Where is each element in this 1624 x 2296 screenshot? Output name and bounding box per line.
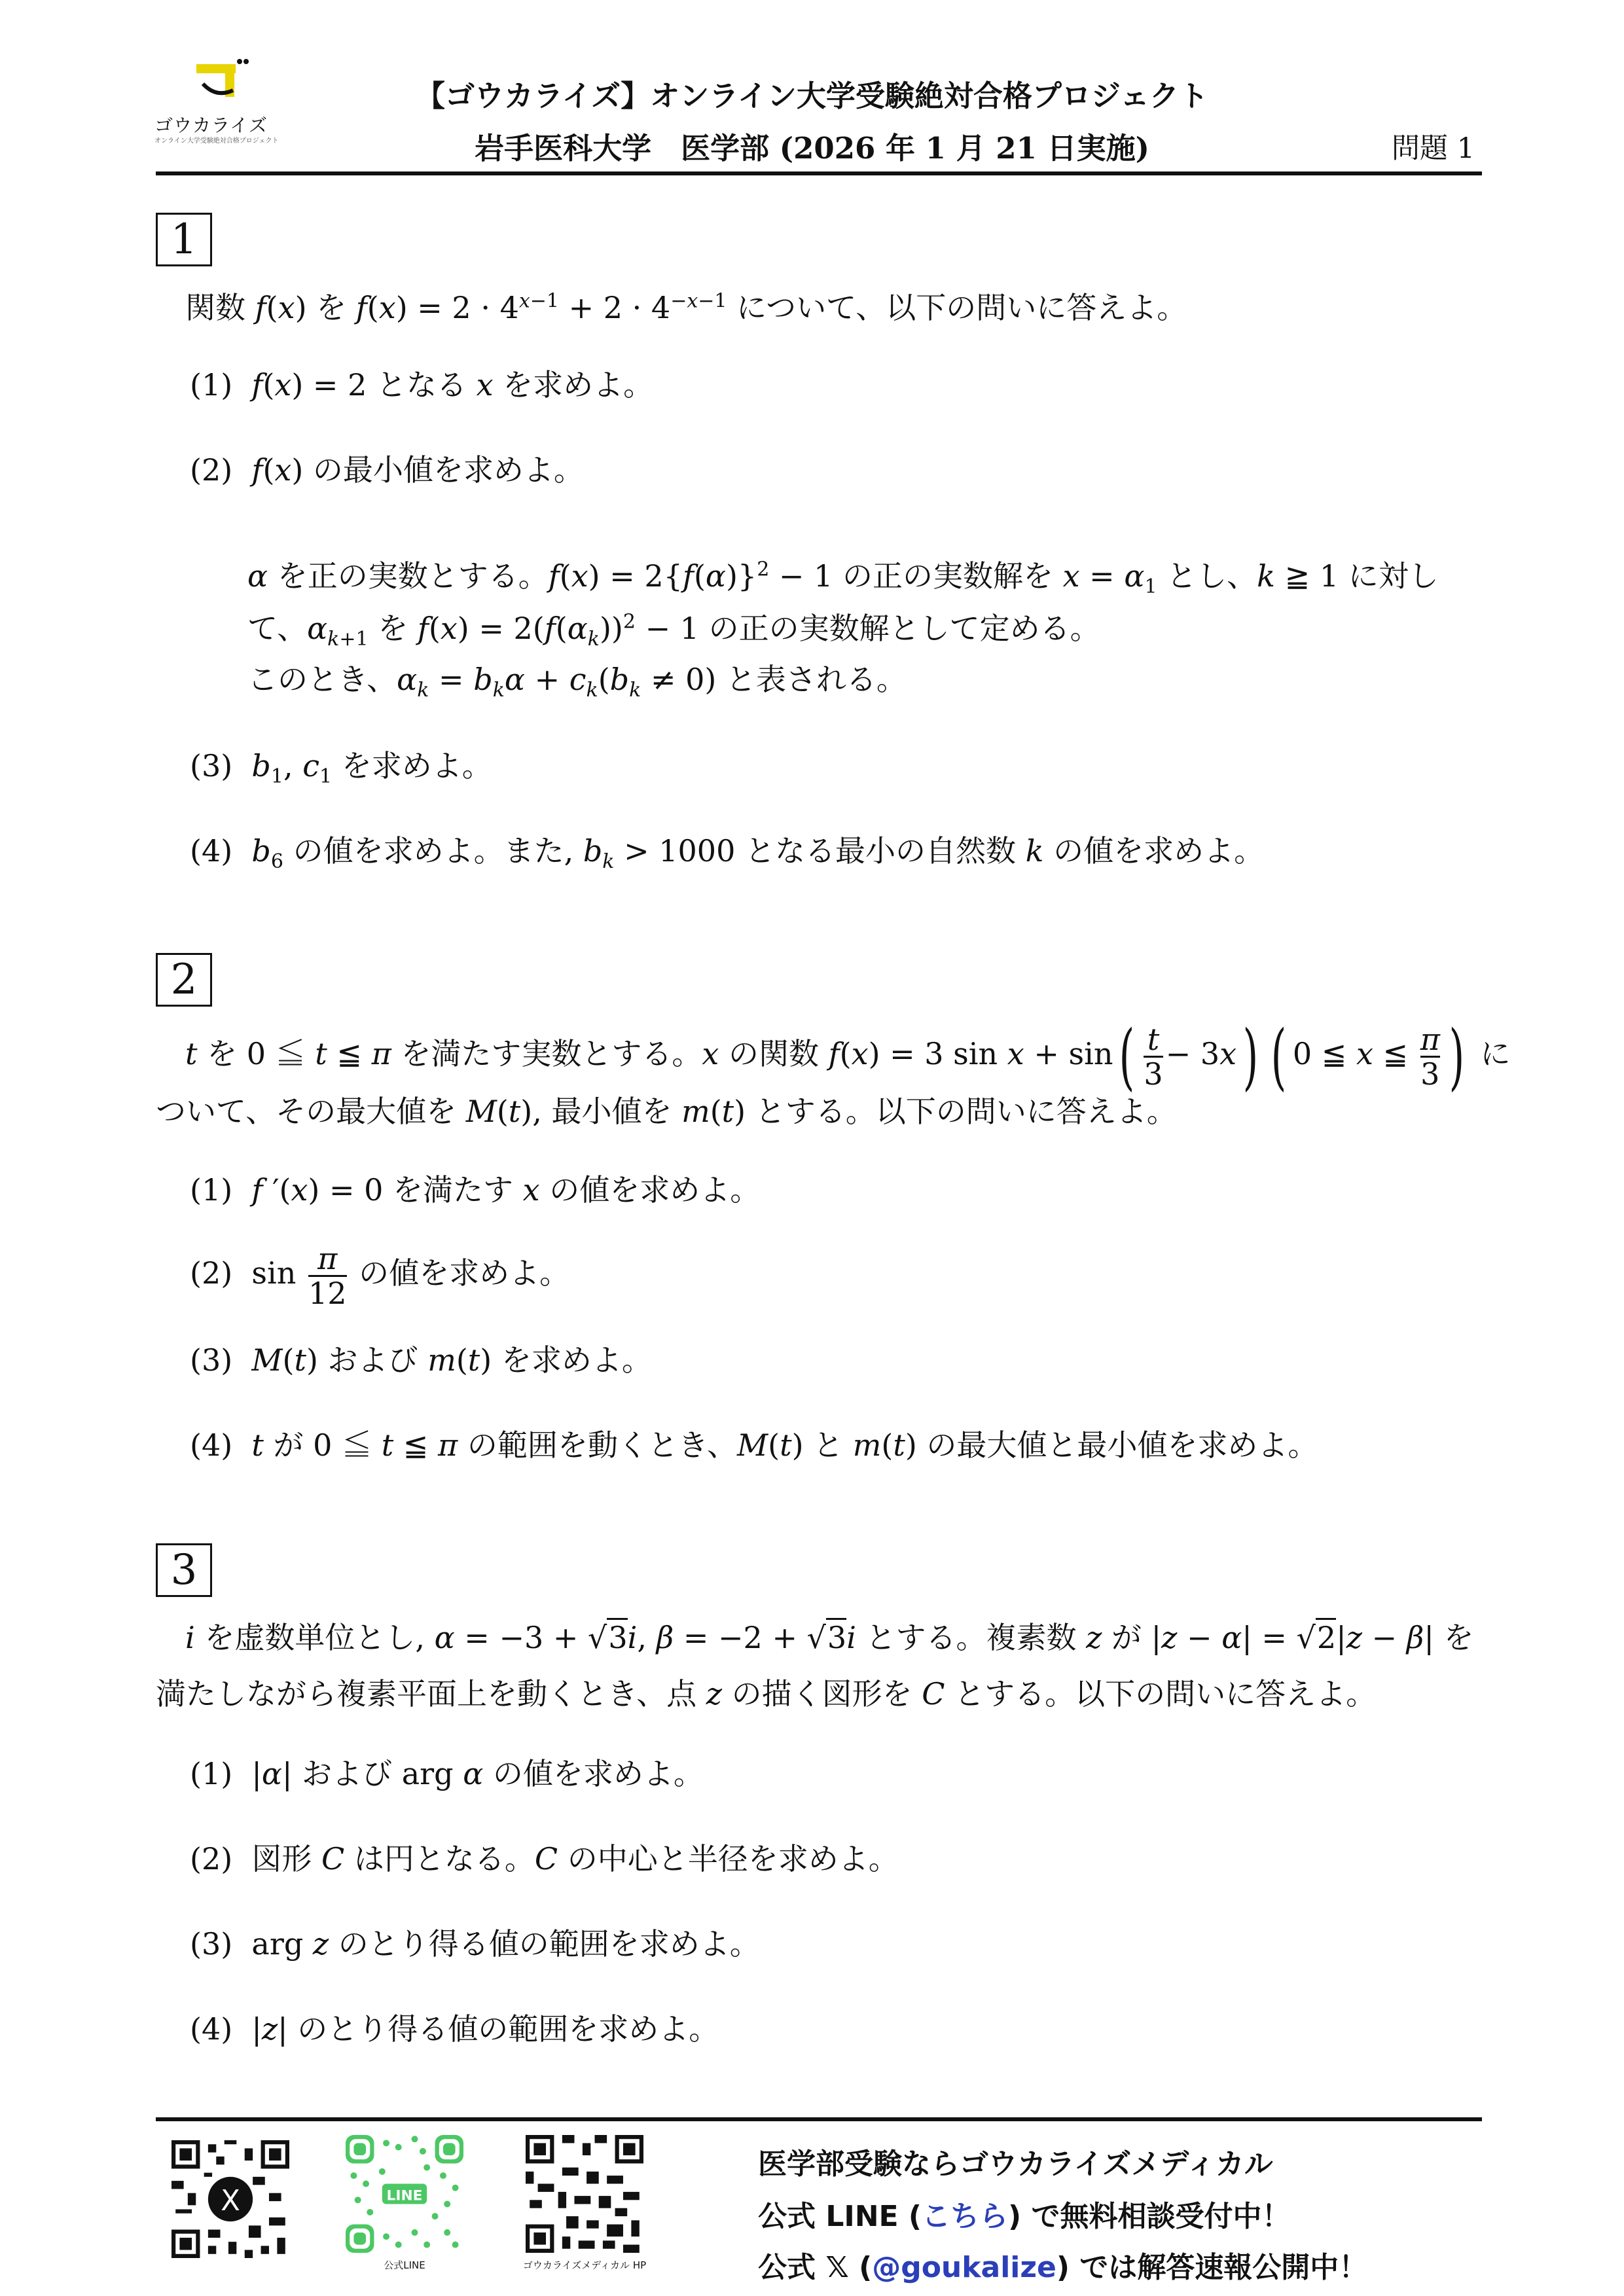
p3-intro-line-1: i を虚数単位とし, α = −3 + √3i, β = −2 + √3i とする。複素数 z が |z − α| = √2|z − β| を <box>185 1618 1473 1657</box>
logo-text: ゴウカライズ <box>154 115 268 136</box>
footer-rule <box>156 2117 1482 2121</box>
p3-question-1: (1) |α| および arg α の値を求めよ。 <box>190 1756 704 1791</box>
line-qr-caption: 公式LINE <box>384 2259 425 2271</box>
page-title: 【ゴウカライズ】オンライン大学受験絶対合格プロジェクト <box>416 79 1208 113</box>
header-rule <box>156 171 1482 175</box>
problem-2-number: 2 <box>156 953 212 1007</box>
p3-question-3: (3) arg z のとり得る値の範囲を求めよ。 <box>190 1926 760 1962</box>
hp-qr-code-icon[interactable] <box>526 2135 643 2253</box>
problem-number-label: 問題 1 <box>1392 132 1475 165</box>
p2-question-3: (3) M(t) および m(t) を求めよ。 <box>190 1342 652 1378</box>
hp-qr-caption: ゴウカライズメディカル HP <box>522 2259 647 2271</box>
footer-line-2: 公式 LINE (こちら) で無料相談受付中！ <box>758 2200 1291 2233</box>
p3-intro-line-2: 満たしながら複素平面上を動くとき、点 z の描く図形を C とする。以下の問いに答えよ。 <box>156 1676 1377 1712</box>
p1-question-1: (1) f(x) = 2 となる x を求めよ。 <box>190 367 654 403</box>
exam-subtitle: 岩手医科大学 医学部 (2026 年 1 月 21 日実施) <box>475 131 1149 166</box>
p2-intro-line-2: ついて、その最大値を M(t), 最小値を m(t) とする。以下の問いに答えよ。 <box>156 1094 1177 1129</box>
p2-intro-line-1: t を 0 ≦ t ≦ π を満たす実数とする。x の関数 f(x) = 3 sin x + sin( $\frac{t}{3}$ − 3x) ( 0 ≦ x ≦ $\frac{\pi}{3}$ ) に <box>185 1014 1511 1098</box>
logo-subtitle: オンライン大学受験絶対合格プロジェクト <box>154 137 279 145</box>
svg-text:X: X <box>221 2184 240 2217</box>
line-link[interactable]: こちら <box>922 2200 1009 2233</box>
footer-line-1: 医学部受験ならゴウカライズメディカル <box>758 2147 1273 2181</box>
svg-text:LINE: LINE <box>386 2187 423 2204</box>
problem-3-number: 3 <box>156 1543 212 1597</box>
p3-question-2: (2) 図形 C は円となる。C の中心と半径を求めよ。 <box>190 1841 899 1876</box>
p2-question-4: (4) t が 0 ≦ t ≦ π の範囲を動くとき、M(t) と m(t) の最大値と最小値を求めよ。 <box>190 1427 1318 1463</box>
p3-question-4: (4) |z| のとり得る値の範囲を求めよ。 <box>190 2011 719 2047</box>
line-qr-code-icon[interactable] <box>346 2135 463 2253</box>
p2-question-2: (2) sin $\frac{\pi}{12}$ の値を求めよ。 <box>190 1240 570 1311</box>
x-account-link[interactable]: @goukalize <box>872 2251 1056 2284</box>
problem-1-number: 1 <box>156 213 212 266</box>
p1-paragraph-line-2: て、$\alpha_{k+1}$ を $f(x) = 2(f(\alpha_k))^2 - 1$ の正の実数解として定める。 <box>247 610 1100 651</box>
p2-question-1: (1) f ′(x) = 0 を満たす x の値を求めよ。 <box>190 1172 761 1208</box>
footer-line-3: 公式 𝕏 (@goukalize) では解答速報公開中！ <box>758 2251 1368 2284</box>
p1-paragraph-line-1: α を正の実数とする。$f(x) = 2\{f(\alpha)\}^2 - 1$ の正の実数解を $x = \alpha_1$ とし、k ≧ 1 に対し <box>247 558 1439 599</box>
p1-question-4: (4) $b_6$ の値を求めよ。また, $b_k > 1000$ となる最小の自然数 k の値を求めよ。 <box>190 833 1265 874</box>
p1-question-3: (3) $b_1$, $c_1$ を求めよ。 <box>190 748 492 789</box>
p1-intro: 関数 f(x) を $f(x) = 2 \cdot 4^{x-1} + 2 \cdot 4^{-x-1}$ について、以下の問いに答えよ。 <box>185 289 1187 325</box>
p1-paragraph-line-3: このとき、$\alpha_k = b_k\alpha + c_k(b_k \ne 0)$ と表される。 <box>247 662 907 702</box>
x-qr-code-icon[interactable] <box>171 2140 289 2258</box>
p1-question-2: (2) f(x) の最小値を求めよ。 <box>190 452 584 488</box>
